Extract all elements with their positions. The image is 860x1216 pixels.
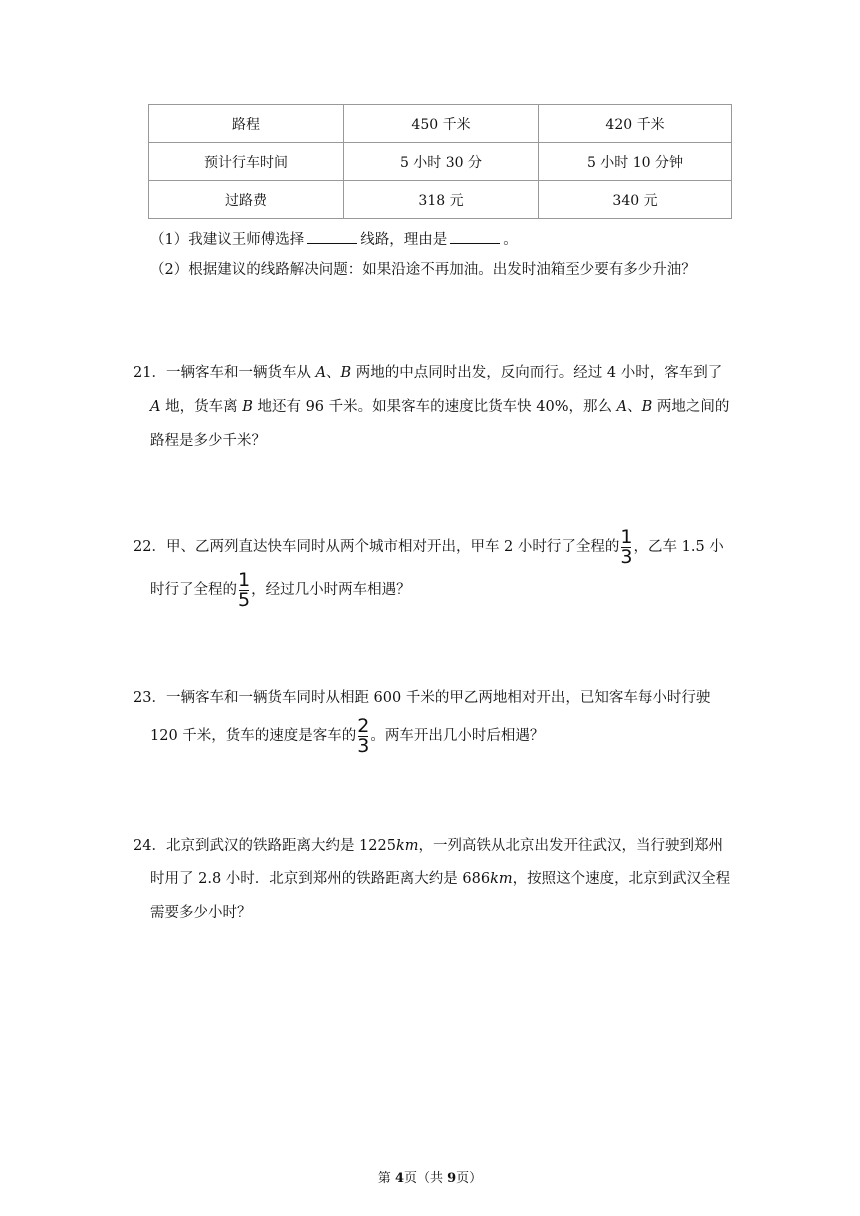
q21-line3: 路程是多少千米？ bbox=[150, 433, 266, 449]
q24-line3: 需要多少小时？ bbox=[150, 905, 252, 921]
q21-line1: 21．一辆客车和一辆货车从 A、B 两地的中点同时出发，反向而行。经过 4 小时，客车到了 bbox=[133, 365, 723, 381]
q24-line1: 24．北京到武汉的铁路距离大约是 1225km，一列高铁从北京出发开往武汉，当行驶到郑州 bbox=[133, 838, 724, 854]
table-cell: 420 千米 bbox=[539, 105, 732, 143]
q21-line2: A 地，货车离 B 地还有 96 千米。如果客车的速度比货车快 40%，那么 A、B 两地之间的 bbox=[150, 399, 730, 415]
route-comparison-table bbox=[148, 104, 732, 219]
table-cell: 5 小时 10 分钟 bbox=[539, 143, 732, 181]
table-cell: 路程 bbox=[149, 105, 344, 143]
page-footer: 第 4页（共 9页） bbox=[377, 1171, 483, 1186]
table-cell: 过路费 bbox=[149, 181, 344, 219]
fraction: $\frac{2}{3}$ bbox=[357, 714, 370, 757]
table-cell: 预计行车时间 bbox=[149, 143, 344, 181]
q22-line1: 22．甲、乙两列直达快车同时从两个城市相对开出，甲车 2 小时行了全程的 $\frac{1}{3}$ ，乙车 1.5 小 bbox=[133, 525, 724, 568]
q20-sub2: （2）根据建议的线路解决问题：如果沿途不再加油。出发时油箱至少要有多少升油？ bbox=[150, 262, 696, 278]
table-row bbox=[149, 143, 732, 181]
table-cell: 340 元 bbox=[539, 181, 732, 219]
table-cell: 5 小时 30 分 bbox=[344, 143, 539, 181]
answer-blank[interactable] bbox=[307, 229, 357, 244]
q20-sub1: （1）我建议王师傅选择 线路，理由是 。 bbox=[150, 229, 518, 250]
q23-line2: 120 千米，货车的速度是客车的 $\frac{2}{3}$ 。两车开出几小时后相遇？ bbox=[150, 714, 545, 757]
q23-line1: 23．一辆客车和一辆货车同时从相距 600 千米的甲乙两地相对开出，已知客车每小时行驶 bbox=[133, 690, 711, 706]
table-cell: 318 元 bbox=[344, 181, 539, 219]
table-row bbox=[149, 181, 732, 219]
table-cell: 450 千米 bbox=[344, 105, 539, 143]
table-row bbox=[149, 105, 732, 143]
q24-line2: 时用了 2.8 小时．北京到郑州的铁路距离大约是 686km，按照这个速度，北京到武汉全程 bbox=[150, 871, 731, 887]
q22-line2: 时行了全程的 $\frac{1}{5}$ ，经过几小时两车相遇？ bbox=[150, 568, 411, 611]
answer-blank[interactable] bbox=[450, 229, 500, 244]
fraction: $\frac{1}{5}$ bbox=[238, 568, 251, 611]
fraction: $\frac{1}{3}$ bbox=[620, 525, 633, 568]
